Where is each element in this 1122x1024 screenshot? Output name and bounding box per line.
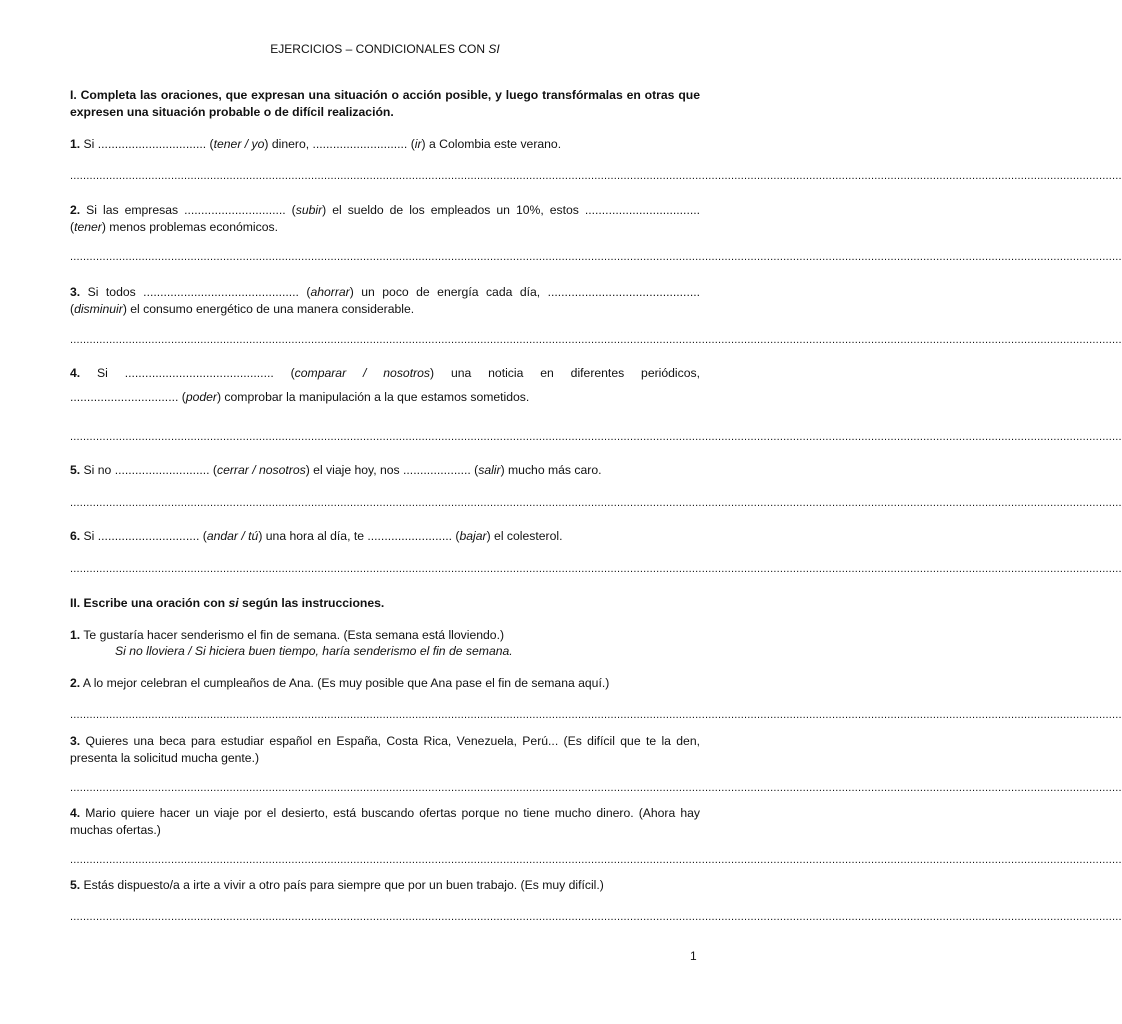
exercise-1-4-line-1: 4. Si ............................................ (comparar / nosotros) una noticia en diferentes periódicos,: [70, 366, 700, 380]
answer-line-1-3[interactable]: ...................................................................................................................................................................................................................................................................................................................................: [70, 334, 1122, 346]
answer-line-1-2[interactable]: ...................................................................................................................................................................................................................................................................................................................................: [70, 251, 1122, 263]
worksheet-page: [70, 0, 1122, 1024]
exercise-2-2: 2. A lo mejor celebran el cumpleaños de Ana. (Es muy posible que Ana pase el fin de semana aquí.): [70, 676, 610, 690]
page-number: 1: [690, 949, 697, 963]
exercise-2-3: 3. Quieres una beca para estudiar español en España, Costa Rica, Venezuela, Perú... (Es difícil que te la den, presenta la solicitud mucha gente.): [70, 734, 700, 765]
answer-line-1-1[interactable]: ...................................................................................................................................................................................................................................................................................................................................: [70, 170, 1122, 182]
example-answer: Si no lloviera / Si hiciera buen tiempo, haría senderismo el fin de semana.: [115, 644, 513, 658]
exercise-2-1: 1. Te gustaría hacer senderismo el fin de semana. (Esta semana está lloviendo.): [70, 628, 505, 642]
exercise-1-2: 2. Si las empresas .............................. (subir) el sueldo de los empleados un 10%, estos .................................. (tener) menos problemas económicos.: [70, 203, 700, 234]
exercise-2-5: 5. Estás dispuesto/a a irte a vivir a otro país para siempre que por un buen trabajo. (Es muy difícil.): [70, 878, 604, 892]
exercise-1-1: 1. Si ................................ (tener / yo) dinero, ............................ (ir) a Colombia este verano.: [70, 137, 562, 151]
section-2-heading: II. Escribe una oración con si según las instrucciones.: [70, 596, 385, 610]
answer-line-1-4[interactable]: ...................................................................................................................................................................................................................................................................................................................................: [70, 431, 1122, 443]
answer-line-2-5[interactable]: ...................................................................................................................................................................................................................................................................................................................................: [70, 911, 1122, 923]
exercise-1-4-line-2: ................................ (poder) comprobar la manipulación a la que estamos sometidos.: [70, 390, 530, 404]
answer-line-2-2[interactable]: ...................................................................................................................................................................................................................................................................................................................................: [70, 709, 1122, 721]
exercise-1-5: 5. Si no ............................ (cerrar / nosotros) el viaje hoy, nos .................... (salir) mucho más caro.: [70, 463, 602, 477]
section-1-heading: I. Completa las oraciones, que expresan una situación o acción posible, y luego transfórmalas en otras que expresen una situación probable o de difícil realización.: [70, 88, 700, 119]
exercise-2-4: 4. Mario quiere hacer un viaje por el desierto, está buscando ofertas porque no tiene mucho dinero. (Ahora hay muchas ofertas.): [70, 806, 700, 837]
answer-line-2-3[interactable]: ...................................................................................................................................................................................................................................................................................................................................: [70, 782, 1122, 794]
page-title: EJERCICIOS – CONDICIONALES CON SI: [270, 42, 500, 56]
answer-line-1-5[interactable]: ...................................................................................................................................................................................................................................................................................................................................: [70, 497, 1122, 509]
exercise-1-3: 3. Si todos .............................................. (ahorrar) un poco de energía cada día, ............................................. (disminuir) el consumo energético de una manera considerable.: [70, 285, 700, 316]
answer-line-1-6[interactable]: ...................................................................................................................................................................................................................................................................................................................................: [70, 563, 1122, 575]
answer-line-2-4[interactable]: ...................................................................................................................................................................................................................................................................................................................................: [70, 854, 1122, 866]
exercise-1-6: 6. Si .............................. (andar / tú) una hora al día, te ......................... (bajar) el colesterol.: [70, 529, 563, 543]
